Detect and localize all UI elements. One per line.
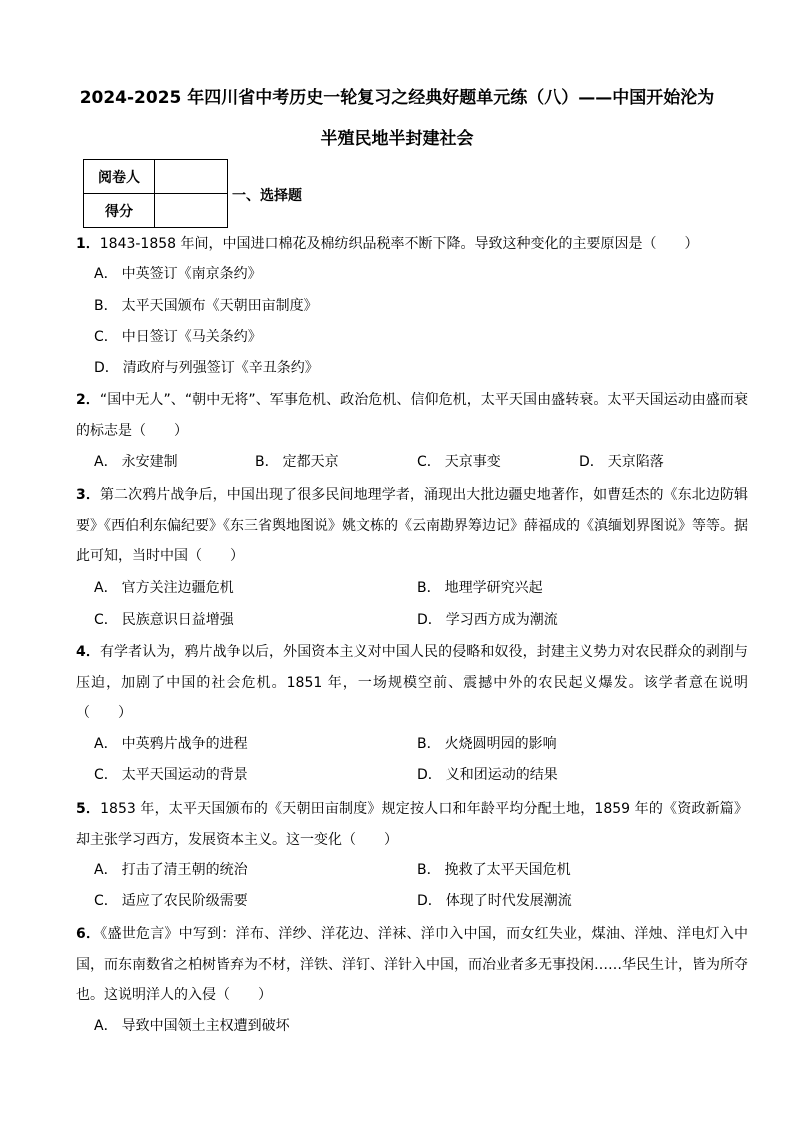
option-6a[interactable]: A． 导致中国领土主权遭到破坏 bbox=[94, 1018, 290, 1034]
question-number: 3． bbox=[76, 487, 100, 503]
option-5a[interactable]: A． 打击了清王朝的统治 bbox=[94, 862, 248, 878]
question-stem: 有学者认为，鸦片战争以后，外国资本主义对中国人民的侵略和奴役，封建主义势力对农民群众的剥削与压迫，加剧了中国的社会危机。1851 年，一场规模空前、震撼中外的农民起义爆发。该学者意在说明（ ） bbox=[76, 644, 749, 721]
option-3a[interactable]: A． 官方关注边疆危机 bbox=[94, 580, 234, 596]
option-5b[interactable]: B． 挽救了太平天国危机 bbox=[417, 862, 571, 878]
option-5d[interactable]: D． 体现了时代发展潮流 bbox=[417, 893, 572, 909]
question-stem: “国中无人”、“朝中无将”、军事危机、政治危机、信仰危机，太平天国由盛转衰。太平天国运动由盛而衰的标志是（ ） bbox=[76, 392, 748, 439]
question-stem: 1853 年，太平天国颁布的《天朝田亩制度》规定按人口和年龄平均分配土地，1859 年的《资政新篇》却主张学习西方，发展资本主义。这一变化（ ） bbox=[76, 801, 748, 848]
option-2a[interactable]: A． 永安建制 bbox=[94, 454, 178, 470]
option-4b[interactable]: B． 火烧圆明园的影响 bbox=[417, 736, 557, 752]
question-number: 4． bbox=[76, 644, 100, 660]
option-4d[interactable]: D． 义和团运动的结果 bbox=[417, 767, 558, 783]
question-number: 1． bbox=[76, 236, 100, 252]
option-2b[interactable]: B． 定都天京 bbox=[255, 454, 339, 470]
score-blank-cell bbox=[155, 194, 228, 228]
question-4 bbox=[76, 637, 748, 729]
question-5 bbox=[76, 794, 748, 855]
score-table bbox=[83, 159, 228, 228]
option-3b[interactable]: B． 地理学研究兴起 bbox=[417, 580, 543, 596]
question-2 bbox=[76, 385, 748, 446]
option-4c[interactable]: C． 太平天国运动的背景 bbox=[94, 767, 248, 783]
question-number: 6． bbox=[76, 926, 101, 942]
score-label: 得分 bbox=[84, 194, 155, 228]
option-4a[interactable]: A． 中英鸦片战争的进程 bbox=[94, 736, 248, 752]
question-6 bbox=[76, 919, 748, 1011]
option-1b[interactable]: B． 太平天国颁布《天朝田亩制度》 bbox=[94, 298, 318, 314]
question-number: 5． bbox=[76, 801, 101, 817]
question-3 bbox=[76, 480, 748, 572]
document-title-line-2: 半殖民地半封建社会 bbox=[320, 129, 474, 149]
option-2d[interactable]: D． 天京陷落 bbox=[579, 454, 664, 470]
document-title-line-1: 2024-2025 年四川省中考历史一轮复习之经典好题单元练（八）——中国开始沦为 bbox=[79, 88, 715, 108]
question-number: 2． bbox=[76, 392, 100, 408]
option-1c[interactable]: C． 中日签订《马关条约》 bbox=[94, 329, 262, 345]
option-2c[interactable]: C． 天京事变 bbox=[417, 454, 501, 470]
option-3d[interactable]: D． 学习西方成为潮流 bbox=[417, 612, 558, 628]
question-stem: 第二次鸦片战争后，中国出现了很多民间地理学者，涌现出大批边疆史地著作，如曹廷杰的《东北边防辑要》《西伯利东偏纪要》《东三省舆地图说》姚文栋的《云南勘界筹边记》薛福成的《滇缅划界图说》等等。据此可知，当时中国（ ） bbox=[76, 487, 749, 564]
section-heading: 一、选择题 bbox=[232, 188, 302, 204]
option-1d[interactable]: D． 清政府与列强签订《辛丑条约》 bbox=[94, 360, 319, 376]
reviewer-blank-cell bbox=[155, 160, 228, 194]
reviewer-label: 阅卷人 bbox=[84, 160, 155, 194]
question-stem: 1843-1858 年间，中国进口棉花及棉纺织品税率不断下降。导致这种变化的主要原因是（ ） bbox=[99, 236, 699, 252]
option-3c[interactable]: C． 民族意识日益增强 bbox=[94, 612, 234, 628]
option-5c[interactable]: C． 适应了农民阶级需要 bbox=[94, 893, 248, 909]
option-1a[interactable]: A． 中英签订《南京条约》 bbox=[94, 266, 262, 282]
question-1 bbox=[76, 229, 748, 260]
question-stem: 《盛世危言》中写到：洋布、洋纱、洋花边、洋袜、洋巾入中国，而女红失业，煤油、洋烛、洋电灯入中国，而东南数省之柏树皆弃为不材，洋铁、洋钉、洋针入中国，而冶业者多无事投闲……华民生计，皆为所夺也。这说明洋人的入侵（ ） bbox=[76, 926, 749, 1003]
